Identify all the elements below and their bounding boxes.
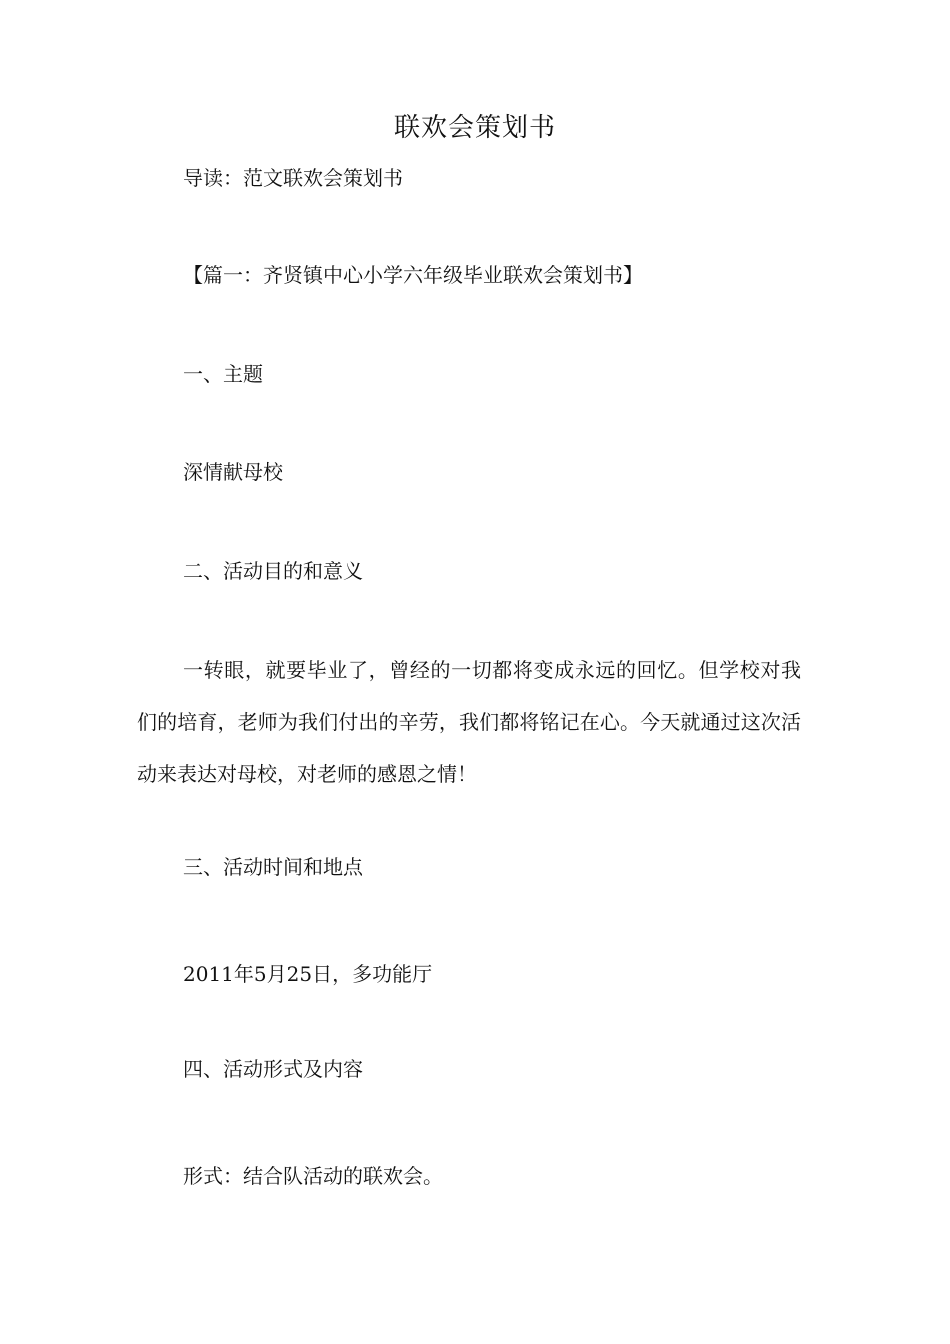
- heading-theme: 一、主题: [183, 362, 263, 386]
- document-title: 联欢会策划书: [393, 113, 556, 143]
- heading-form-content: 四、活动形式及内容: [183, 1057, 363, 1081]
- heading-purpose: 二、活动目的和意义: [183, 559, 363, 583]
- time-place-text: 2011年5月25日，多功能厅: [183, 962, 433, 986]
- theme-text: 深情献母校: [183, 460, 283, 484]
- heading-time-place: 三、活动时间和地点: [183, 855, 363, 879]
- intro-text: 导读：范文联欢会策划书: [183, 166, 403, 190]
- form-text: 形式：结合队活动的联欢会。: [183, 1164, 443, 1188]
- section-heading: 【篇一：齐贤镇中心小学六年级毕业联欢会策划书】: [183, 263, 643, 287]
- purpose-paragraph: 一转眼，就要毕业了，曾经的一切都将变成永远的回忆。但学校对我们的培育，老师为我们付出的辛劳，我们都将铭记在心。今天就通过这次活动来表达对母校，对老师的感恩之情！: [137, 658, 801, 786]
